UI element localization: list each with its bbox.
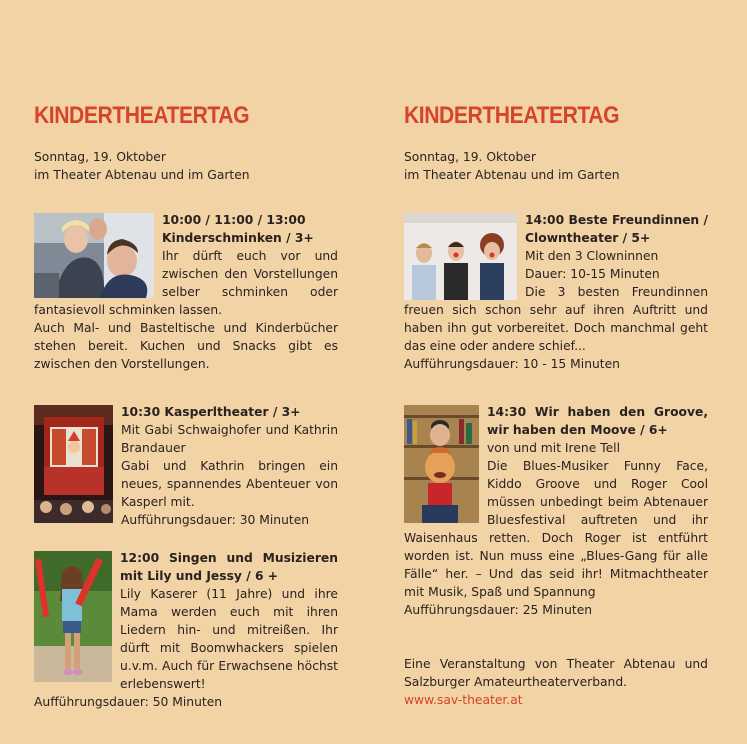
event-clowntheater bbox=[404, 211, 708, 373]
right-venue: im Theater Abtenau und im Garten bbox=[404, 168, 620, 182]
right-title: KINDERTHEATERTAG bbox=[404, 102, 620, 129]
clowntheater-duration: Aufführungsdauer: 10 - 15 Minuten bbox=[404, 357, 620, 371]
right-date: Sonntag, 19. Oktober bbox=[404, 150, 536, 164]
singen-photo bbox=[34, 551, 112, 682]
kasperltheater-line1: Mit Gabi Schwaighofer und Kathrin Brandauer bbox=[121, 423, 338, 455]
left-venue: im Theater Abtenau und im Garten bbox=[34, 168, 250, 182]
groove-heading: 14:30 Wir haben den Groove, wir haben den Moove / 6+ bbox=[487, 405, 708, 437]
kinderschminken-body: Ihr dürft euch vor und zwischen den Vorstellungen selber schminken oder fantasievoll schminken lassen. bbox=[34, 249, 338, 317]
left-date: Sonntag, 19. Oktober bbox=[34, 150, 166, 164]
event-singen bbox=[34, 549, 338, 711]
clowntheater-line1: Mit den 3 Clowninnen bbox=[525, 249, 659, 263]
right-column bbox=[404, 98, 708, 619]
footer bbox=[404, 655, 708, 709]
website-link[interactable]: www.sav-theater.at bbox=[404, 693, 523, 707]
groove-body: Die Blues-Musiker Funny Face, Kiddo Groove und Roger Cool müssen unbedingt beim Abtenauer Bluesfestival auftreten und ihr Waisenhaus retten. Doch Roger ist entführt worden ist. Nun muss eine „Blues-Gang für alle Fälle“ her. – Und das seid ihr! Mitmachtheater mit Musik, Spaß und Spannung bbox=[404, 459, 708, 599]
kasperltheater-duration: Aufführungsdauer: 30 Minuten bbox=[121, 513, 310, 527]
kinderschminken-photo bbox=[34, 213, 154, 298]
clowntheater-line2: Dauer: 10-15 Minuten bbox=[525, 267, 660, 281]
groove-photo bbox=[404, 405, 479, 523]
right-intro bbox=[404, 148, 708, 184]
clowntheater-heading: 14:00 Beste Freundinnen / Clowntheater / 5+ bbox=[525, 213, 708, 245]
kinderschminken-name: Kinderschminken / 3+ bbox=[162, 231, 314, 245]
footer-text: Eine Veranstaltung von Theater Abtenau und Salzburger Amateurtheaterverband. bbox=[404, 657, 708, 689]
singen-duration: Aufführungsdauer: 50 Minuten bbox=[34, 695, 223, 709]
left-column bbox=[34, 98, 338, 711]
left-title: KINDERTHEATERTAG bbox=[34, 102, 250, 129]
kasperltheater-heading: 10:30 Kasperltheater / 3+ bbox=[121, 405, 301, 419]
event-kinderschminken bbox=[34, 211, 338, 373]
singen-body: Lily Kaserer (11 Jahre) und ihre Mama werden euch mit ihren Liedern hin- und mitreißen. Ihr dürft mit Boomwhackers spielen u.v.m. Auch für Erwachsene höchst erlebenswert! bbox=[120, 587, 338, 691]
left-intro bbox=[34, 148, 338, 184]
kasperltheater-photo bbox=[34, 405, 113, 523]
event-groove bbox=[404, 403, 708, 619]
groove-line1: von und mit Irene Tell bbox=[487, 441, 620, 455]
singen-heading: 12:00 Singen und Musizieren mit Lily und Jessy / 6 + bbox=[120, 551, 338, 583]
groove-duration: Aufführungsdauer: 25 Minuten bbox=[404, 603, 593, 617]
kasperltheater-body: Gabi und Kathrin bringen ein neues, spannendes Abenteuer von Kasperl mit. bbox=[121, 459, 338, 509]
kinderschminken-time: 10:00 / 11:00 / 13:00 bbox=[162, 213, 306, 227]
kinderschminken-extra: Auch Mal- und Basteltische und Kinderbücher stehen bereit. Kuchen und Snacks gibt es zwischen den Vorstellungen. bbox=[34, 321, 338, 371]
clowntheater-photo bbox=[404, 213, 517, 300]
clowntheater-body: Die 3 besten Freundinnen freuen sich schon sehr auf ihren Auftritt und haben ihn gut vorbereitet. Doch manchmal geht das eine oder andere schief... bbox=[404, 285, 708, 353]
event-kasperltheater bbox=[34, 403, 338, 529]
